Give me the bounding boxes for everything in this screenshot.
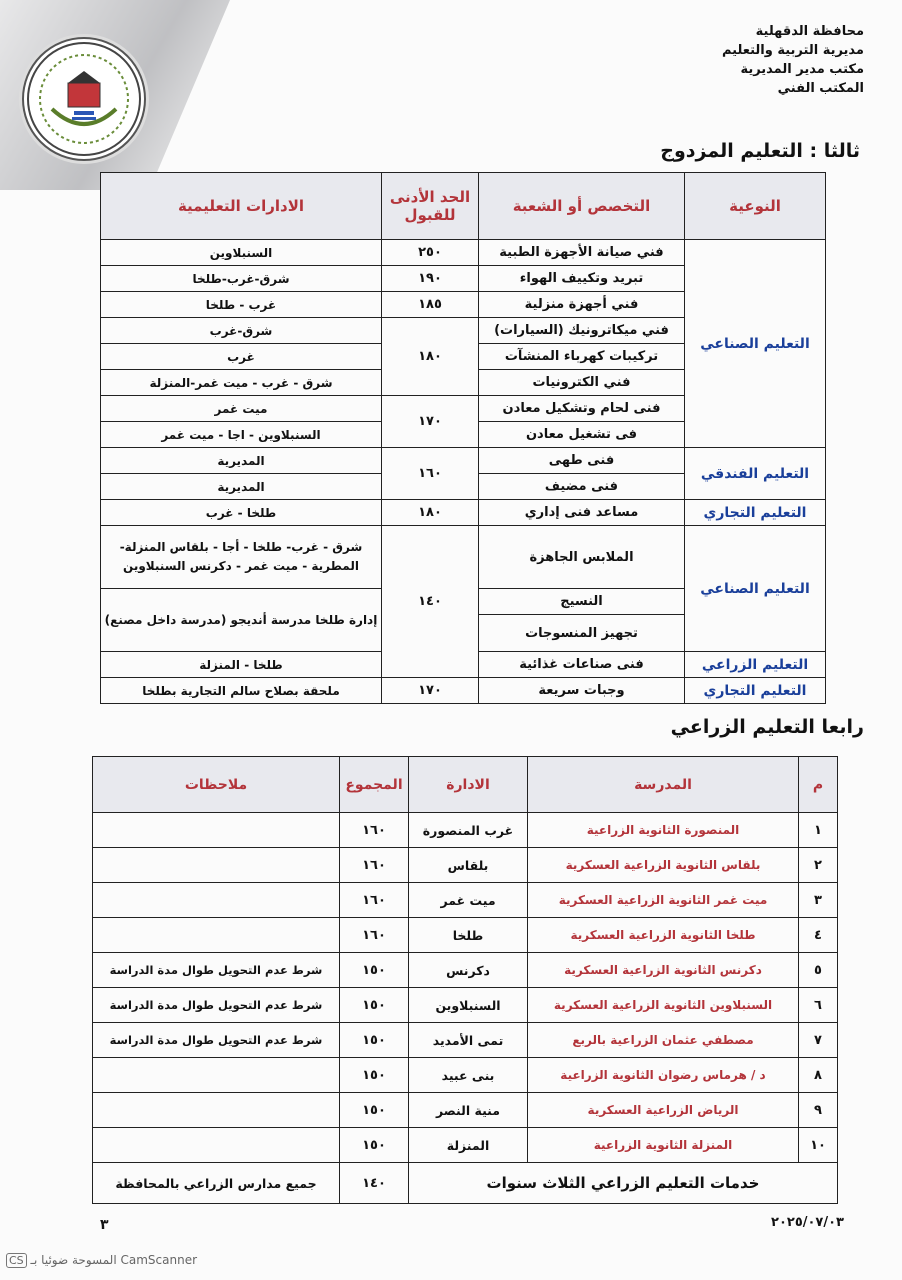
total-cell: ١٥٠: [340, 1093, 409, 1128]
admin-cell: شرق-غرب-طلخا: [101, 266, 382, 292]
min-cell: ١٦٠: [382, 448, 479, 500]
table-header-row: [101, 173, 826, 240]
admin-cell: طلخا: [409, 918, 528, 953]
spec-cell: تجهيز المنسوجات: [479, 615, 685, 652]
note-cell: [93, 1058, 340, 1093]
spec-cell: فني ميكاترونيك (السيارات): [479, 318, 685, 344]
spec-cell: مساعد فنى إداري: [479, 500, 685, 526]
admin-cell: شرق - غرب- طلخا - أجا - بلقاس المنزلة- المطرية - ميت غمر - دكرنس السنبلاوين: [101, 526, 382, 589]
row-number: ٣: [799, 883, 838, 918]
min-cell: ١٤٠: [382, 526, 479, 678]
dual-education-table: [100, 172, 826, 704]
page-number: ٣: [100, 1217, 109, 1233]
school-cell: السنبلاوين الثانوية الزراعية العسكرية: [528, 988, 799, 1023]
table-row: [93, 953, 838, 988]
header-line: محافظة الدقهلية: [755, 24, 864, 39]
admin-cell: إدارة طلخا مدرسة أنديجو (مدرسة داخل مصنع): [101, 589, 382, 652]
col-admins: الادارات التعليمية: [101, 173, 382, 240]
admin-cell: غرب - طلخا: [101, 292, 382, 318]
total-cell: ١٦٠: [340, 813, 409, 848]
admin-cell: السنبلاوين: [409, 988, 528, 1023]
col-notes: ملاحظات: [93, 757, 340, 813]
spec-cell: فنى لحام وتشكيل معادن: [479, 396, 685, 422]
admin-cell: السنبلاوين: [101, 240, 382, 266]
row-number: ٩: [799, 1093, 838, 1128]
spec-cell: فى تشغيل معادن: [479, 422, 685, 448]
footer-label: خدمات التعليم الزراعي الثلاث سنوات: [409, 1163, 838, 1204]
min-cell: ١٩٠: [382, 266, 479, 292]
total-cell: ١٦٠: [340, 918, 409, 953]
table-row: [93, 1093, 838, 1128]
admin-cell: المديرية: [101, 474, 382, 500]
camscanner-icon: CS: [6, 1253, 27, 1268]
row-number: ٨: [799, 1058, 838, 1093]
spec-cell: وجبات سريعة: [479, 678, 685, 704]
school-cell: مصطفي عثمان الزراعية بالربع: [528, 1023, 799, 1058]
min-cell: ١٨٠: [382, 500, 479, 526]
school-cell: دكرنس الثانوية الزراعية العسكرية: [528, 953, 799, 988]
total-cell: ١٥٠: [340, 953, 409, 988]
school-cell: المنزلة الثانوية الزراعية: [528, 1128, 799, 1163]
row-number: ٥: [799, 953, 838, 988]
min-cell: ١٧٠: [382, 396, 479, 448]
admin-cell: ملحقة بصلاح سالم التجارية بطلخا: [101, 678, 382, 704]
spec-cell: تبريد وتكييف الهواء: [479, 266, 685, 292]
footer-note: جميع مدارس الزراعي بالمحافظة: [93, 1163, 340, 1204]
table-row: [93, 883, 838, 918]
row-number: ١: [799, 813, 838, 848]
spec-cell: فني أجهزة منزلية: [479, 292, 685, 318]
col-type: النوعية: [685, 173, 826, 240]
logo-emblem-icon: [24, 39, 144, 159]
spec-cell: فني صيانة الأجهزة الطبية: [479, 240, 685, 266]
row-number: ١٠: [799, 1128, 838, 1163]
admin-cell: تمى الأمديد: [409, 1023, 528, 1058]
type-cell: التعليم التجاري: [685, 500, 826, 526]
scanner-text: المسوحة ضوئيا بـ CamScanner: [30, 1253, 198, 1267]
col-admin: الادارة: [409, 757, 528, 813]
admin-cell: المديرية: [101, 448, 382, 474]
note-cell: [93, 883, 340, 918]
spec-cell: فنى صناعات غذائية: [479, 652, 685, 678]
section3-title: ثالثا : التعليم المزدوج: [660, 140, 860, 162]
col-number: م: [799, 757, 838, 813]
row-number: ٧: [799, 1023, 838, 1058]
note-cell: [93, 848, 340, 883]
table-row: [101, 448, 826, 474]
spec-cell: تركيبات كهرباء المنشآت: [479, 344, 685, 370]
col-specialization: التخصص أو الشعبة: [479, 173, 685, 240]
table-row: [93, 1023, 838, 1058]
total-cell: ١٥٠: [340, 1058, 409, 1093]
spec-cell: النسيج: [479, 589, 685, 615]
header-lines: [644, 22, 864, 98]
note-cell: شرط عدم التحويل طوال مدة الدراسة: [93, 953, 340, 988]
school-cell: طلخا الثانوية الزراعية العسكرية: [528, 918, 799, 953]
school-cell: ميت غمر الثانوية الزراعية العسكرية: [528, 883, 799, 918]
table-row: [101, 678, 826, 704]
table-row: [93, 1128, 838, 1163]
note-cell: شرط عدم التحويل طوال مدة الدراسة: [93, 1023, 340, 1058]
table-header-row: [93, 757, 838, 813]
type-cell: التعليم الزراعي: [685, 652, 826, 678]
min-cell: ٢٥٠: [382, 240, 479, 266]
total-cell: ١٥٠: [340, 1128, 409, 1163]
note-cell: [93, 813, 340, 848]
admin-cell: غرب: [101, 344, 382, 370]
table-row: [101, 526, 826, 589]
school-cell: بلقاس الثانوية الزراعية العسكرية: [528, 848, 799, 883]
min-cell: ١٧٠: [382, 678, 479, 704]
total-cell: ١٦٠: [340, 848, 409, 883]
spec-cell: الملابس الجاهزة: [479, 526, 685, 589]
document-date: ٢٠٢٥/٠٧/٠٣: [771, 1215, 844, 1230]
table-row: [93, 1058, 838, 1093]
min-cell: ١٨٥: [382, 292, 479, 318]
note-cell: [93, 1128, 340, 1163]
type-cell: التعليم الفندقي: [685, 448, 826, 500]
admin-cell: ميت غمر: [409, 883, 528, 918]
row-number: ٢: [799, 848, 838, 883]
governorate-logo: [22, 37, 146, 161]
note-cell: شرط عدم التحويل طوال مدة الدراسة: [93, 988, 340, 1023]
header-line: مكتب مدير المديرية: [740, 62, 864, 77]
admin-cell: طلخا - غرب: [101, 500, 382, 526]
note-cell: [93, 918, 340, 953]
header-line: المكتب الفني: [777, 81, 864, 96]
school-cell: د / هرماس رضوان الثانوية الزراعية: [528, 1058, 799, 1093]
admin-cell: بنى عبيد: [409, 1058, 528, 1093]
scanner-watermark: [4, 1253, 197, 1268]
admin-cell: شرق - غرب - ميت غمر-المنزلة: [101, 370, 382, 396]
agricultural-schools-table: [92, 756, 838, 1204]
section4-title: رابعا التعليم الزراعي: [670, 716, 864, 738]
admin-cell: بلقاس: [409, 848, 528, 883]
total-cell: ١٥٠: [340, 988, 409, 1023]
admin-cell: المنزلة: [409, 1128, 528, 1163]
col-min-score: الحد الأدنى للقبول: [382, 173, 479, 240]
row-number: ٤: [799, 918, 838, 953]
type-cell: التعليم الصناعي: [685, 526, 826, 652]
table-row: [101, 240, 826, 266]
table-row: [93, 918, 838, 953]
total-cell: ١٦٠: [340, 883, 409, 918]
admin-cell: السنبلاوين - اجا - ميت غمر: [101, 422, 382, 448]
footer-total: ١٤٠: [340, 1163, 409, 1204]
table-row: [93, 813, 838, 848]
school-cell: الرياض الزراعية العسكرية: [528, 1093, 799, 1128]
spec-cell: فنى مضيف: [479, 474, 685, 500]
admin-cell: ميت غمر: [101, 396, 382, 422]
min-cell: ١٨٠: [382, 318, 479, 396]
table-row: [101, 500, 826, 526]
total-cell: ١٥٠: [340, 1023, 409, 1058]
row-number: ٦: [799, 988, 838, 1023]
admin-cell: طلخا - المنزلة: [101, 652, 382, 678]
col-total: المجموع: [340, 757, 409, 813]
spec-cell: فنى طهى: [479, 448, 685, 474]
col-school: المدرسة: [528, 757, 799, 813]
table-row: [93, 848, 838, 883]
note-cell: [93, 1093, 340, 1128]
school-cell: المنصورة الثانوية الزراعية: [528, 813, 799, 848]
admin-cell: شرق-غرب: [101, 318, 382, 344]
table-footer-row: [93, 1163, 838, 1204]
admin-cell: غرب المنصورة: [409, 813, 528, 848]
spec-cell: فني الكترونيات: [479, 370, 685, 396]
header-line: مديرية التربية والتعليم: [721, 43, 864, 58]
type-cell: التعليم التجاري: [685, 678, 826, 704]
admin-cell: منية النصر: [409, 1093, 528, 1128]
type-cell: التعليم الصناعي: [685, 240, 826, 448]
admin-cell: دكرنس: [409, 953, 528, 988]
table-row: [93, 988, 838, 1023]
